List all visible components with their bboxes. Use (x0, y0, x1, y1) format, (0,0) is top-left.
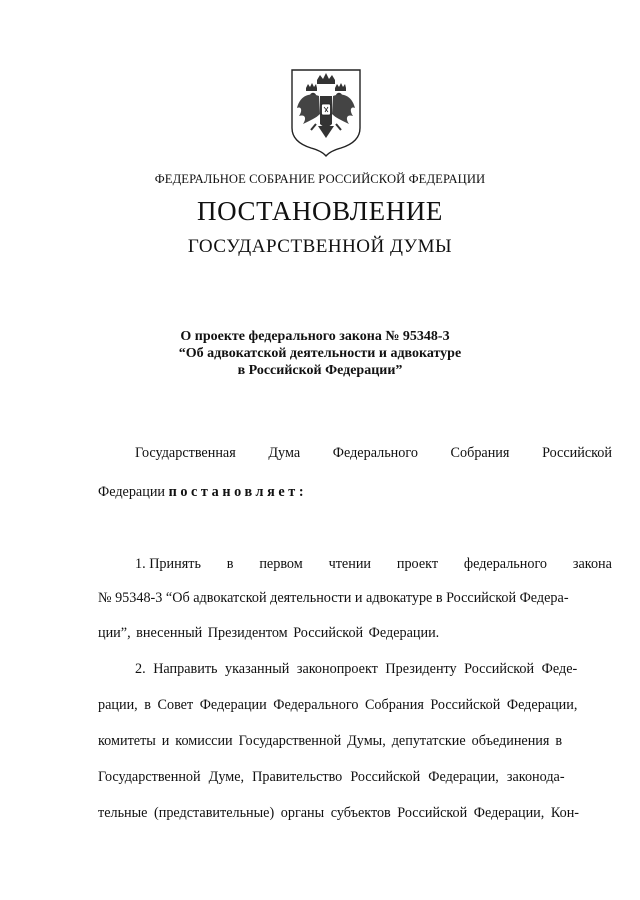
paragraph-line: ции”, внесенный Президентом Российской Федерации. (98, 625, 440, 641)
paragraph-line: комитеты и комиссии Государственной Думы, депутатские объединения в (98, 733, 563, 749)
issuer-heading: ФЕДЕРАЛЬНОЕ СОБРАНИЕ РОССИЙСКОЙ ФЕДЕРАЦИИ (154, 172, 486, 186)
paragraph-line: Государственной Думе, Правительство Российской Федерации, законода- (98, 769, 565, 785)
paragraph-line (135, 556, 612, 573)
preamble-text: Федерации (98, 484, 166, 500)
paragraph-word: федерального (463, 556, 548, 572)
paragraph-word: закона (572, 556, 612, 572)
paragraph-word: первом (259, 556, 303, 572)
preamble-word: Российской (542, 445, 612, 461)
paragraph-line: № 95348-3 “Об адвокатской деятельности и адвокатуре в Российской Федера- (98, 590, 569, 606)
preamble-word: Дума (268, 445, 301, 461)
paragraph-line: 2. Направить указанный законопроект Президенту Российской Феде- (135, 661, 578, 677)
preamble-line (135, 445, 612, 462)
subject-line: О проекте федерального закона № 95348-3 (180, 329, 450, 344)
paragraph-line: рации, в Совет Федерации Федерального Собрания Российской Федерации, (98, 697, 578, 713)
subject-line: в Российской Федерации” (237, 363, 403, 378)
document-subtitle: ГОСУДАРСТВЕННОЙ ДУМЫ (187, 236, 453, 257)
paragraph-line: тельные (представительные) органы субъектов Российской Федерации, Кон- (98, 805, 580, 821)
preamble-line (98, 484, 612, 501)
resolution-subject (0, 328, 640, 379)
preamble-word: Государственная (135, 445, 236, 461)
preamble-word: Федерального (332, 445, 418, 461)
preamble-word: Собрания (450, 445, 510, 461)
paragraph-word: 1. Принять (135, 556, 201, 572)
paragraph-word: проект (396, 556, 439, 572)
paragraph-word: в (226, 556, 234, 572)
coat-of-arms-icon (289, 66, 363, 158)
preamble-verb: постановляет: (168, 484, 308, 500)
subject-line: “Об адвокатской деятельности и адвокатуре (178, 346, 462, 361)
document-title: ПОСТАНОВЛЕНИЕ (196, 196, 444, 226)
paragraph-word: чтении (328, 556, 372, 572)
